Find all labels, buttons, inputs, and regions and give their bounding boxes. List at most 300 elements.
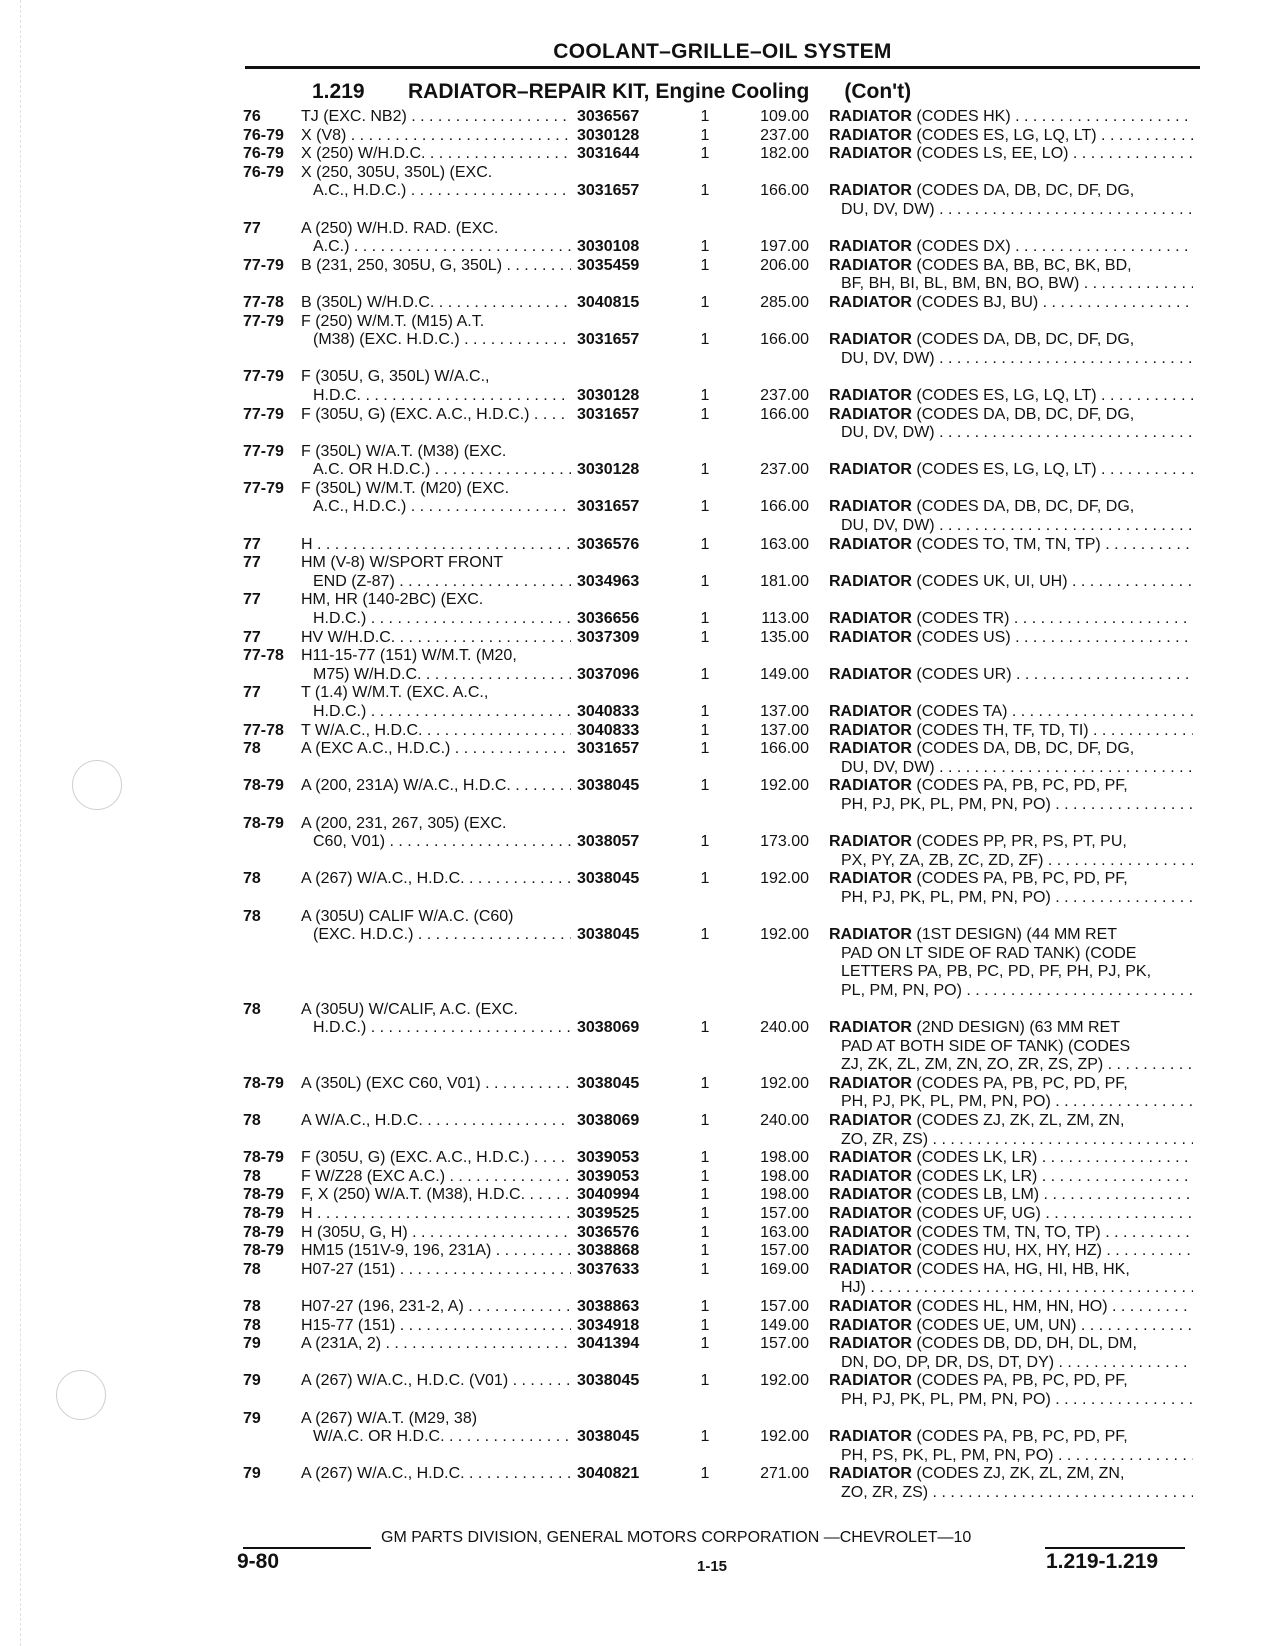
price-value: 166.00 bbox=[760, 331, 809, 349]
part-description-line bbox=[829, 629, 1193, 648]
spacer bbox=[577, 554, 687, 573]
price bbox=[723, 1075, 829, 1094]
parts-row bbox=[243, 164, 1193, 220]
quantity bbox=[687, 684, 723, 721]
model-years-value: 78-79 bbox=[243, 1223, 284, 1241]
spacer bbox=[577, 591, 687, 610]
part-number-value: 3030128 bbox=[577, 126, 640, 144]
part-description bbox=[829, 1112, 1193, 1149]
part-description-line bbox=[829, 1019, 1193, 1038]
price-value: 192.00 bbox=[760, 1074, 809, 1092]
quantity bbox=[687, 870, 723, 889]
model-years bbox=[243, 1298, 301, 1317]
part-number-value: 3038069 bbox=[577, 1019, 640, 1037]
spacer bbox=[687, 554, 723, 573]
quantity bbox=[687, 1112, 723, 1131]
application-description bbox=[301, 1001, 571, 1038]
quantity-value: 1 bbox=[700, 331, 710, 349]
description-line: A (200, 231A) W/A.C., H.D.C. . . . bbox=[301, 777, 571, 796]
part-description-line bbox=[829, 294, 1193, 313]
part-number bbox=[571, 1372, 687, 1391]
part-description-line bbox=[829, 796, 1193, 815]
price bbox=[723, 1465, 829, 1484]
part-codes: (1ST DESIGN) (44 MM RET bbox=[916, 926, 1118, 944]
part-codes: (CODES ES, LG, LQ, LT) bbox=[916, 461, 1097, 479]
part-codes: (CODES PA, PB, PC, PD, PF, bbox=[916, 777, 1128, 795]
part-number-value: 3035459 bbox=[577, 256, 640, 274]
part-name: RADIATOR bbox=[829, 1074, 912, 1092]
part-description-line bbox=[829, 759, 1193, 778]
parts-row bbox=[243, 127, 1193, 146]
description-line: A.C.) . . . bbox=[301, 238, 571, 257]
part-number-value: 3038045 bbox=[577, 1372, 640, 1390]
part-description bbox=[829, 1298, 1193, 1317]
part-number bbox=[571, 554, 687, 591]
application-description bbox=[301, 722, 571, 741]
part-name: RADIATOR bbox=[829, 610, 912, 628]
price bbox=[723, 220, 829, 257]
price-value: 137.00 bbox=[760, 721, 809, 739]
price bbox=[723, 406, 829, 425]
part-number-value: 3038045 bbox=[577, 870, 640, 888]
part-description bbox=[829, 313, 1193, 369]
part-description bbox=[829, 108, 1193, 127]
part-number-value: 3036576 bbox=[577, 535, 640, 553]
part-description bbox=[829, 1335, 1193, 1372]
model-years bbox=[243, 313, 301, 332]
description-line: END (Z-87) . . . bbox=[301, 573, 571, 592]
model-years-value: 78 bbox=[243, 907, 261, 925]
parts-row bbox=[243, 257, 1193, 294]
price-value: 166.00 bbox=[760, 405, 809, 423]
application-description bbox=[301, 591, 571, 628]
spacer bbox=[687, 368, 723, 387]
part-codes: PX, PY, ZA, ZB, ZC, ZD, ZF) bbox=[841, 851, 1044, 869]
part-number-value: 3038069 bbox=[577, 1112, 640, 1130]
spacer bbox=[577, 647, 687, 666]
part-number bbox=[571, 406, 687, 425]
part-description bbox=[829, 480, 1193, 536]
description-line: T W/A.C., H.D.C. . . . bbox=[301, 722, 571, 741]
quantity-value: 1 bbox=[700, 833, 710, 851]
description-line: X (250) W/H.D.C. . . . bbox=[301, 145, 571, 164]
part-codes: (CODES PA, PB, PC, PD, PF, bbox=[916, 870, 1128, 888]
spacer bbox=[723, 368, 809, 387]
footer-rule bbox=[243, 1547, 371, 1549]
price bbox=[723, 554, 829, 591]
part-number-value: 3031657 bbox=[577, 331, 640, 349]
part-number bbox=[571, 777, 687, 796]
description-line: A.C., H.D.C.) . . . bbox=[301, 498, 571, 517]
application-description bbox=[301, 1224, 571, 1243]
part-name: RADIATOR bbox=[829, 256, 912, 274]
description-line: A (350L) (EXC C60, V01) . . . bbox=[301, 1075, 571, 1094]
description-line: A (267) W/A.C., H.D.C. . . . bbox=[301, 1465, 571, 1484]
spacer bbox=[829, 368, 1193, 387]
part-name: RADIATOR bbox=[829, 386, 912, 404]
part-number-value: 3036656 bbox=[577, 610, 640, 628]
description-line: F (250) W/M.T. (M15) A.T. bbox=[301, 312, 485, 330]
part-name: RADIATOR bbox=[829, 405, 912, 423]
quantity-value: 1 bbox=[700, 777, 710, 795]
parts-row bbox=[243, 1168, 1193, 1187]
description-line: H07-27 (196, 231-2, A) . . . bbox=[301, 1298, 571, 1317]
price bbox=[723, 1298, 829, 1317]
description-line: H.D.C.) . . . bbox=[301, 610, 571, 629]
model-years-value: 77-78 bbox=[243, 721, 284, 739]
description-line: HM (V-8) W/SPORT FRONT bbox=[301, 554, 504, 572]
part-codes: PH, PJ, PK, PL, PM, PN, PO) bbox=[841, 1390, 1051, 1408]
part-description bbox=[829, 294, 1193, 313]
part-codes: (CODES TM, TN, TO, TP) bbox=[916, 1223, 1101, 1241]
quantity-value: 1 bbox=[700, 1372, 710, 1390]
model-years bbox=[243, 164, 301, 183]
part-description-line bbox=[829, 145, 1193, 164]
part-number bbox=[571, 1149, 687, 1168]
spacer bbox=[687, 220, 723, 239]
parts-row bbox=[243, 1075, 1193, 1112]
description-line: F (305U, G) (EXC. A.C., H.D.C.) . . . bbox=[301, 406, 571, 425]
parts-row bbox=[243, 684, 1193, 721]
model-years bbox=[243, 1224, 301, 1243]
price-value: 173.00 bbox=[760, 833, 809, 851]
description-line: H.D.C. . . . bbox=[301, 387, 571, 406]
spacer bbox=[829, 815, 1193, 834]
part-name: RADIATOR bbox=[829, 535, 912, 553]
price-value: 240.00 bbox=[760, 1112, 809, 1130]
part-description-line bbox=[829, 852, 1193, 871]
part-codes: (CODES TA) bbox=[916, 703, 1008, 720]
description-line: H.D.C.) . . . bbox=[301, 1019, 571, 1038]
quantity-value: 1 bbox=[700, 405, 710, 423]
quantity-value: 1 bbox=[700, 108, 710, 125]
description-line: A (305U) W/CALIF, A.C. (EXC. bbox=[301, 1000, 518, 1018]
part-description bbox=[829, 722, 1193, 741]
part-codes: (CODES LK, LR) bbox=[916, 1167, 1038, 1185]
parts-row bbox=[243, 368, 1193, 405]
quantity bbox=[687, 1224, 723, 1243]
description-line: H.D.C.) . . . bbox=[301, 703, 571, 722]
price bbox=[723, 1242, 829, 1261]
spacer bbox=[687, 1001, 723, 1020]
model-years bbox=[243, 406, 301, 425]
part-codes: LETTERS PA, PB, PC, PD, PF, PH, PJ, PK, bbox=[841, 963, 1152, 981]
spacer bbox=[687, 164, 723, 183]
model-years-value: 78-79 bbox=[243, 1205, 284, 1223]
quantity bbox=[687, 108, 723, 127]
model-years-value: 79 bbox=[243, 1409, 261, 1427]
part-codes: (CODES HL, HM, HN, HO) bbox=[916, 1298, 1108, 1315]
application-description bbox=[301, 1112, 571, 1131]
part-number bbox=[571, 313, 687, 350]
part-name: RADIATOR bbox=[829, 1428, 912, 1446]
model-years-value: 77 bbox=[243, 535, 261, 553]
parts-row bbox=[243, 1465, 1193, 1502]
application-description bbox=[301, 1075, 571, 1094]
application-description bbox=[301, 164, 571, 201]
price-value: 163.00 bbox=[760, 535, 809, 553]
part-number bbox=[571, 1205, 687, 1224]
model-years-value: 78-79 bbox=[243, 777, 284, 795]
quantity-value: 1 bbox=[700, 628, 710, 646]
spacer bbox=[723, 684, 809, 703]
application-description bbox=[301, 1335, 571, 1354]
part-number bbox=[571, 1001, 687, 1038]
application-description bbox=[301, 1372, 571, 1391]
model-years-value: 78 bbox=[243, 1167, 261, 1185]
part-description bbox=[829, 554, 1193, 591]
price bbox=[723, 480, 829, 517]
part-codes: HJ) bbox=[841, 1279, 866, 1297]
model-years-value: 77-78 bbox=[243, 647, 284, 665]
part-name: RADIATOR bbox=[829, 870, 912, 888]
quantity bbox=[687, 294, 723, 313]
parts-row bbox=[243, 1372, 1193, 1409]
punch-hole bbox=[56, 1370, 106, 1420]
part-name: RADIATOR bbox=[829, 665, 912, 683]
price bbox=[723, 722, 829, 741]
quantity-value: 1 bbox=[700, 1465, 710, 1483]
part-description-line bbox=[829, 1354, 1193, 1373]
price-value: 271.00 bbox=[760, 1465, 809, 1483]
quantity bbox=[687, 536, 723, 555]
part-description bbox=[829, 1261, 1193, 1298]
model-years bbox=[243, 740, 301, 759]
part-number-value: 3034963 bbox=[577, 572, 640, 590]
application-description bbox=[301, 740, 571, 759]
part-codes: (CODES UR) bbox=[916, 665, 1012, 683]
part-description-line bbox=[829, 1075, 1193, 1094]
model-years-value: 77-78 bbox=[243, 293, 284, 311]
part-codes: (CODES DA, DB, DC, DF, DG, bbox=[916, 405, 1135, 423]
application-description bbox=[301, 313, 571, 350]
binding-margin bbox=[20, 0, 21, 1646]
part-description-line bbox=[829, 982, 1193, 1001]
parts-row bbox=[243, 1205, 1193, 1224]
part-description-line bbox=[829, 536, 1193, 555]
application-description bbox=[301, 1410, 571, 1447]
part-name: RADIATOR bbox=[829, 1335, 912, 1353]
part-name: RADIATOR bbox=[829, 926, 912, 944]
price bbox=[723, 1168, 829, 1187]
quantity-value: 1 bbox=[700, 572, 710, 590]
part-number-value: 3038045 bbox=[577, 1074, 640, 1092]
part-number-value: 3037309 bbox=[577, 628, 640, 646]
part-codes: PH, PJ, PK, PL, PM, PN, PO) bbox=[841, 1093, 1051, 1111]
part-description-line bbox=[829, 889, 1193, 908]
part-description-line bbox=[829, 1038, 1193, 1057]
part-name: RADIATOR bbox=[829, 833, 912, 851]
part-number bbox=[571, 1317, 687, 1336]
model-years bbox=[243, 647, 301, 666]
part-name: RADIATOR bbox=[829, 108, 912, 125]
model-years-value: 77 bbox=[243, 554, 261, 572]
description-line: B (350L) W/H.D.C. . . . bbox=[301, 294, 571, 313]
model-years bbox=[243, 1465, 301, 1484]
price bbox=[723, 1186, 829, 1205]
part-description-line bbox=[829, 666, 1193, 685]
part-description-line bbox=[829, 1279, 1193, 1298]
part-number-value: 3038057 bbox=[577, 833, 640, 851]
model-years-value: 76-79 bbox=[243, 163, 284, 181]
part-description-line bbox=[829, 1335, 1193, 1354]
spacer bbox=[577, 313, 687, 332]
spacer bbox=[687, 815, 723, 834]
price bbox=[723, 294, 829, 313]
page-header: COOLANT–GRILLE–OIL SYSTEM bbox=[553, 40, 892, 63]
price bbox=[723, 1335, 829, 1354]
spacer bbox=[829, 908, 1193, 927]
part-name: RADIATOR bbox=[829, 1372, 912, 1390]
spacer bbox=[687, 684, 723, 703]
price bbox=[723, 1224, 829, 1243]
price bbox=[723, 257, 829, 276]
part-name: RADIATOR bbox=[829, 498, 912, 516]
spacer bbox=[723, 1410, 809, 1429]
part-description bbox=[829, 536, 1193, 555]
spacer bbox=[577, 443, 687, 462]
spacer bbox=[687, 480, 723, 499]
part-number bbox=[571, 536, 687, 555]
section-title: RADIATOR–REPAIR KIT, Engine Cooling (Con't) bbox=[408, 80, 912, 103]
spacer bbox=[829, 1001, 1193, 1020]
price bbox=[723, 815, 829, 852]
header-rule bbox=[245, 66, 1200, 69]
description-line: H11-15-77 (151) W/M.T. (M20, bbox=[301, 647, 517, 665]
part-codes: (CODES ZJ, ZK, ZL, ZM, ZN, bbox=[916, 1465, 1125, 1483]
price bbox=[723, 1205, 829, 1224]
application-description bbox=[301, 220, 571, 257]
part-description bbox=[829, 1001, 1193, 1075]
price-value: 166.00 bbox=[760, 740, 809, 758]
price-value: 137.00 bbox=[760, 703, 809, 720]
part-number bbox=[571, 294, 687, 313]
parts-row bbox=[243, 145, 1193, 164]
part-description bbox=[829, 257, 1193, 294]
part-description-line bbox=[829, 182, 1193, 201]
model-years bbox=[243, 777, 301, 796]
model-years bbox=[243, 1149, 301, 1168]
application-description bbox=[301, 368, 571, 405]
price-value: 113.00 bbox=[761, 610, 809, 628]
application-description bbox=[301, 108, 571, 127]
part-number bbox=[571, 1075, 687, 1094]
quantity-value: 1 bbox=[700, 665, 710, 683]
description-line: F, X (250) W/A.T. (M38), H.D.C. . . . bbox=[301, 1186, 571, 1205]
part-codes: (CODES BA, BB, BC, BK, BD, bbox=[916, 256, 1132, 274]
price-value: 192.00 bbox=[760, 926, 809, 944]
part-description-line bbox=[829, 926, 1193, 945]
price-value: 166.00 bbox=[760, 498, 809, 516]
model-years-value: 77 bbox=[243, 628, 261, 646]
part-description bbox=[829, 1075, 1193, 1112]
model-years-value: 78 bbox=[243, 1298, 261, 1315]
part-description bbox=[829, 1410, 1193, 1466]
application-description bbox=[301, 1168, 571, 1187]
part-codes: DU, DV, DW) bbox=[841, 349, 935, 367]
part-codes: ZO, ZR, ZS) bbox=[841, 1130, 929, 1148]
application-description bbox=[301, 629, 571, 648]
part-description-line bbox=[829, 461, 1193, 480]
part-description-line bbox=[829, 1131, 1193, 1150]
part-description-line bbox=[829, 1242, 1193, 1261]
description-line: A (EXC A.C., H.D.C.) . . . bbox=[301, 740, 571, 759]
description-line: F (305U, G, 350L) W/A.C., bbox=[301, 368, 490, 386]
quantity-value: 1 bbox=[700, 870, 710, 888]
part-name: RADIATOR bbox=[829, 1205, 912, 1223]
part-number bbox=[571, 108, 687, 127]
model-years bbox=[243, 1075, 301, 1094]
description-line: H . . . bbox=[301, 536, 571, 555]
model-years-value: 79 bbox=[243, 1372, 261, 1390]
spacer bbox=[829, 480, 1193, 499]
application-description bbox=[301, 1242, 571, 1261]
price-value: 135.00 bbox=[760, 628, 809, 646]
quantity-value: 1 bbox=[700, 182, 710, 200]
parts-row bbox=[243, 313, 1193, 369]
parts-row bbox=[243, 554, 1193, 591]
part-description bbox=[829, 1186, 1193, 1205]
application-description bbox=[301, 294, 571, 313]
spacer bbox=[577, 220, 687, 239]
part-description-line bbox=[829, 1261, 1193, 1280]
application-description bbox=[301, 1186, 571, 1205]
part-description-line bbox=[829, 1317, 1193, 1336]
part-codes: (CODES LS, EE, LO) bbox=[916, 145, 1069, 163]
spacer bbox=[829, 164, 1193, 183]
parts-row bbox=[243, 870, 1193, 907]
price-value: 109.00 bbox=[760, 108, 809, 125]
price-value: 237.00 bbox=[760, 386, 809, 404]
spacer bbox=[723, 480, 809, 499]
model-years-value: 78 bbox=[243, 1316, 261, 1334]
description-line: F (305U, G) (EXC. A.C., H.D.C.) . . . bbox=[301, 1149, 571, 1168]
spacer bbox=[723, 443, 809, 462]
part-number-value: 3031657 bbox=[577, 405, 640, 423]
price bbox=[723, 684, 829, 721]
model-years-value: 78-79 bbox=[243, 1186, 284, 1204]
spacer bbox=[723, 164, 809, 183]
model-years bbox=[243, 1186, 301, 1205]
model-years bbox=[243, 870, 301, 889]
part-codes: (CODES ZJ, ZK, ZL, ZM, ZN, bbox=[916, 1112, 1125, 1130]
description-line: A (231A, 2) . . . bbox=[301, 1335, 571, 1354]
description-line: F (350L) W/A.T. (M38) (EXC. bbox=[301, 442, 507, 460]
price bbox=[723, 591, 829, 628]
part-number-value: 3030108 bbox=[577, 238, 640, 256]
quantity bbox=[687, 1168, 723, 1187]
part-description-line bbox=[829, 610, 1193, 629]
model-years bbox=[243, 443, 301, 462]
parts-row bbox=[243, 108, 1193, 127]
part-codes: (CODES DA, DB, DC, DF, DG, bbox=[916, 498, 1135, 516]
part-number-value: 3030128 bbox=[577, 461, 640, 479]
part-codes: (CODES DA, DB, DC, DF, DG, bbox=[916, 740, 1135, 758]
price bbox=[723, 740, 829, 759]
parts-row bbox=[243, 536, 1193, 555]
model-years bbox=[243, 536, 301, 555]
model-years bbox=[243, 1242, 301, 1261]
part-number bbox=[571, 647, 687, 684]
part-name: RADIATOR bbox=[829, 126, 912, 144]
model-years-value: 77 bbox=[243, 684, 261, 702]
quantity bbox=[687, 647, 723, 684]
description-line: T (1.4) W/M.T. (EXC. A.C., bbox=[301, 684, 489, 702]
quantity bbox=[687, 1242, 723, 1261]
part-name: RADIATOR bbox=[829, 721, 912, 739]
part-description bbox=[829, 629, 1193, 648]
model-years bbox=[243, 722, 301, 741]
